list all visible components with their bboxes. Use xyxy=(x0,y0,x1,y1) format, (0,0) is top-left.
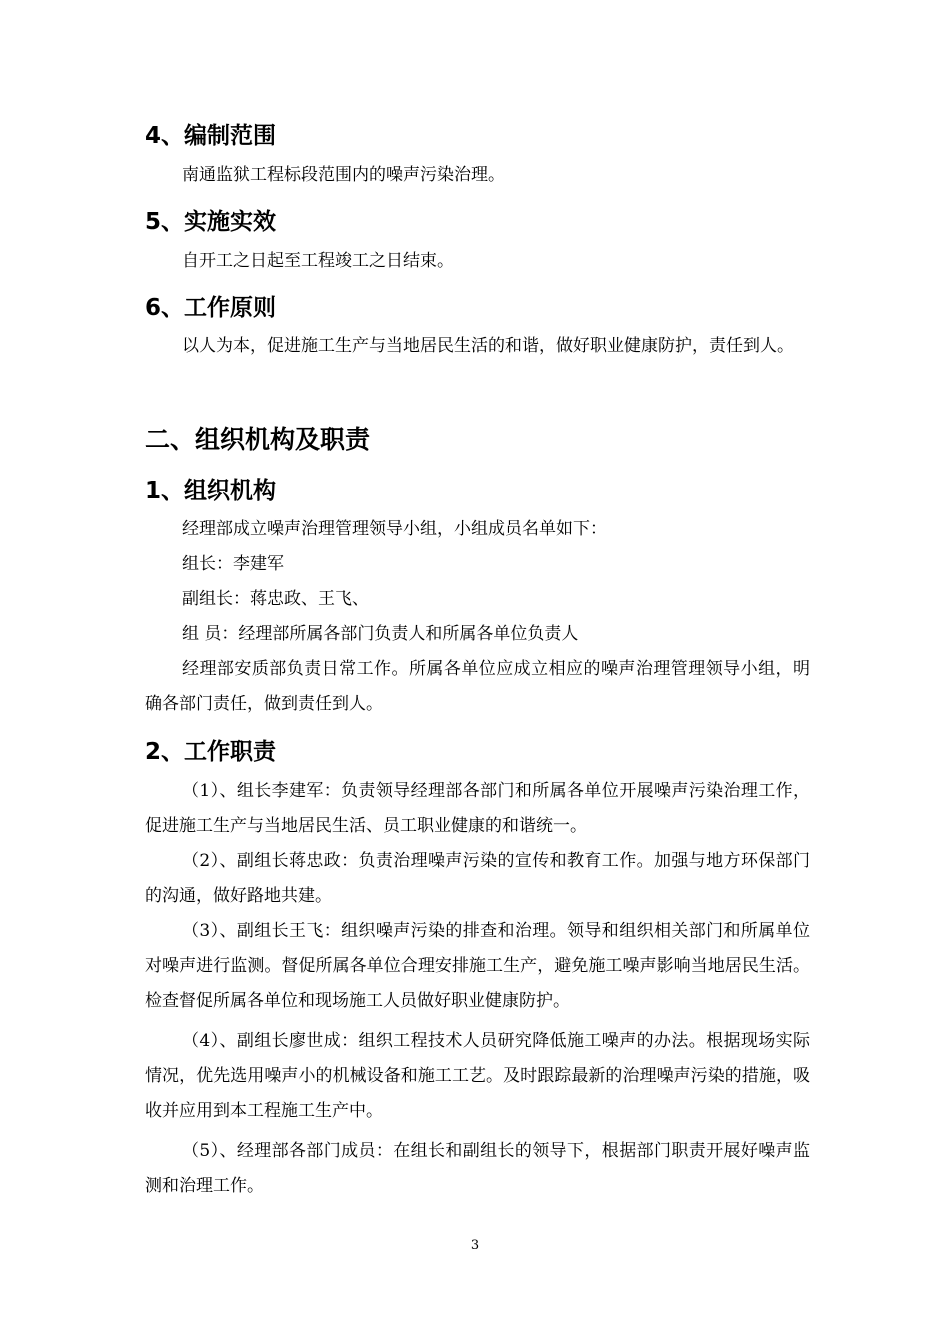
org-note: 经理部安质部负责日常工作。所属各单位应成立相应的噪声治理管理领导小组，明确各部门责任，做到责任到人。 xyxy=(145,659,810,714)
org-members: 组 员：经理部所属各部门负责人和所属各单位负责人 xyxy=(182,624,579,644)
org-intro: 经理部成立噪声治理管理领导小组，小组成员名单如下： xyxy=(182,519,607,539)
paragraph-scope: 南通监狱工程标段范围内的噪声污染治理。 xyxy=(182,165,505,185)
section-heading-org-structure: 1、组织机构 xyxy=(145,478,277,504)
duty-item: （1）、组长李建军：负责领导经理部各部门和所属各单位开展噪声污染治理工作，促进施工生产与当地居民生活、员工职业健康的和谐统一。 xyxy=(145,781,810,836)
section-heading-period: 5、实施实效 xyxy=(145,209,277,235)
section-heading-duties: 2、工作职责 xyxy=(145,739,277,765)
org-leader: 组长：李建军 xyxy=(182,554,284,574)
duty-item: （5）、经理部各部门成员：在组长和副组长的领导下，根据部门职责开展好噪声监测和治理工作。 xyxy=(145,1141,810,1196)
duty-item: （4）、副组长廖世成：组织工程技术人员研究降低施工噪声的办法。根据现场实际情况，优先选用噪声小的机械设备和施工工艺。及时跟踪最新的治理噪声污染的措施，吸收并应用到本工程施工生产中。 xyxy=(145,1031,810,1121)
section-heading-scope: 4、编制范围 xyxy=(145,123,277,149)
org-deputy: 副组长：蒋忠政、王飞、 xyxy=(182,589,369,609)
section-heading-principle: 6、工作原则 xyxy=(145,295,277,321)
duty-item: （2）、副组长蒋忠政：负责治理噪声污染的宣传和教育工作。加强与地方环保部门的沟通，做好路地共建。 xyxy=(145,851,810,906)
chapter-heading-organization: 二、组织机构及职责 xyxy=(145,425,371,454)
page-number: 3 xyxy=(470,1238,480,1253)
duty-item: （3）、副组长王飞：组织噪声污染的排查和治理。领导和组织相关部门和所属单位对噪声进行监测。督促所属各单位合理安排施工生产，避免施工噪声影响当地居民生活。检查督促所属各单位和现场施工人员做好职业健康防护。 xyxy=(145,921,810,1011)
paragraph-period: 自开工之日起至工程竣工之日结束。 xyxy=(182,251,454,271)
paragraph-principle: 以人为本，促进施工生产与当地居民生活的和谐，做好职业健康防护，责任到人。 xyxy=(182,336,794,356)
